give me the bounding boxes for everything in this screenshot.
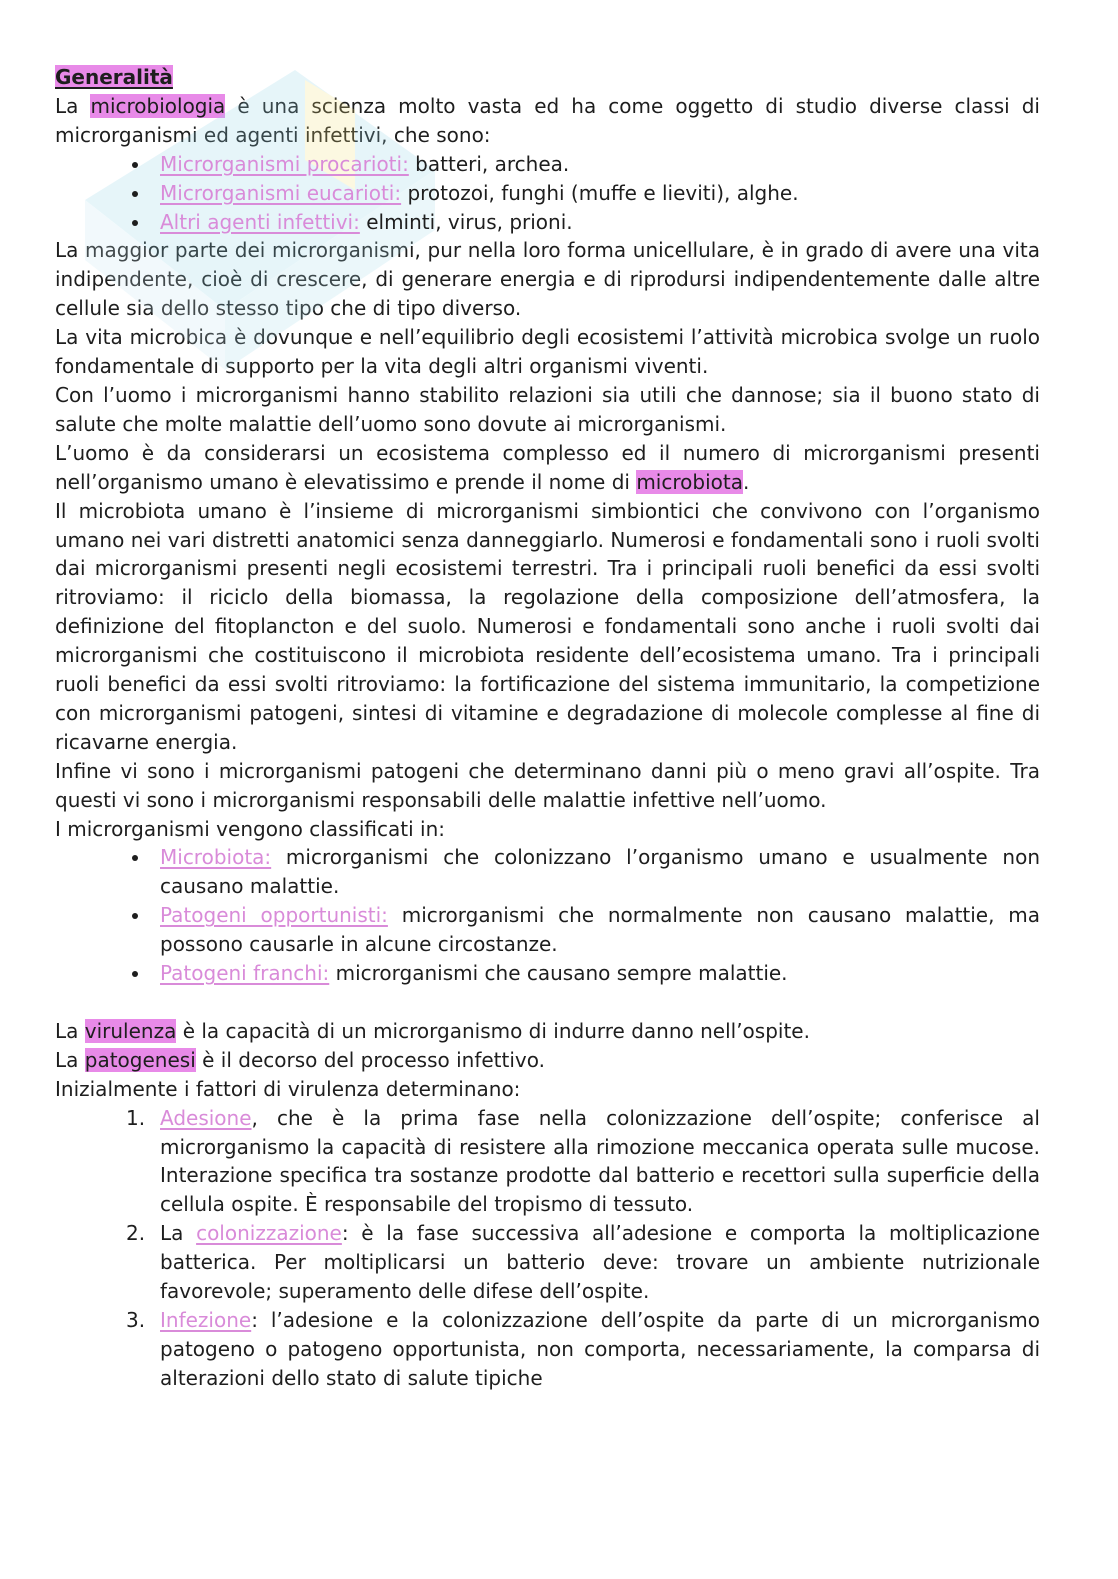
list-item: Patogeni opportunisti: microrganismi che normalmente non causano malattie, ma possono causarle in alcune circostanze. <box>55 901 1040 959</box>
types-list <box>55 150 1040 237</box>
list-item: Altri agenti infettivi: elminti, virus, prioni. <box>55 208 1040 237</box>
paragraph: La maggior parte dei microrganismi, pur nella loro forma unicellulare, è in grado di avere una vita indipendente, cioè di crescere, di generare energia e di riprodursi indipendentemente dalle altre cellule sia dello stesso tipo che di tipo diverso. <box>55 238 1040 321</box>
list-item: 2. La colonizzazione: è la fase successiva all’adesione e comporta la moltiplicazione batterica. Per moltiplicarsi un batterio deve: trovare un ambiente nutrizionale favorevole; superamento delle difese dell’ospite. <box>126 1221 1040 1304</box>
list-item: 1. Adesione, che è la prima fase nella colonizzazione dell’ospite; conferisce al microrganismo la capacità di resistere alla rimozione meccanica operata sulle mucose. Interazione specifica tra sostanze prodotte dal batterio e recettori sulla superficie della cellula ospite. È responsabile del tropismo di tessuto. <box>126 1105 1040 1217</box>
list-item: Patogeni franchi: microrganismi che causano sempre malattie. <box>55 959 1040 988</box>
list-item: 3. Infezione: l’adesione e la colonizzazione dell’ospite da parte di un microrganismo patogeno o patogeno opportunista, non comporta, necessariamente, la comparsa di alterazioni dello stato di salute tipiche <box>126 1307 1040 1390</box>
spacer <box>55 988 1040 1017</box>
classes-list <box>55 843 1040 988</box>
highlight-microbiota: microbiota <box>636 469 743 494</box>
paragraph: I microrganismi vengono classificati in: <box>55 816 445 841</box>
highlight-microbiologia: microbiologia <box>90 93 226 118</box>
highlight-virulenza: virulenza <box>84 1018 177 1043</box>
paragraph: La patogenesi è il decorso del processo infettivo. <box>55 1047 545 1072</box>
intro-paragraph: La microbiologia è una scienza molto vasta ed ha come oggetto di studio diverse classi di microrganismi ed agenti infettivi, che sono: <box>55 93 1040 147</box>
paragraph: La vita microbica è dovunque e nell’equilibrio degli ecosistemi l’attività microbica svolge un ruolo fondamentale di supporto per la vita degli altri organismi viventi. <box>55 325 1040 379</box>
list-item: Microrganismi eucarioti: protozoi, funghi (muffe e lieviti), alghe. <box>55 179 1040 208</box>
paragraph: La virulenza è la capacità di un microrganismo di indurre danno nell’ospite. <box>55 1018 810 1043</box>
paragraph: Infine vi sono i microrganismi patogeni che determinano danni più o meno gravi all’ospite. Tra questi vi sono i microrganismi responsabili delle malattie infettive nell’uomo. <box>55 758 1040 812</box>
list-item: Microrganismi procarioti: batteri, archea. <box>55 150 1040 179</box>
paragraph: Inizialmente i fattori di virulenza determinano: <box>55 1076 521 1101</box>
paragraph: Il microbiota umano è l’insieme di microrganismi simbiontici che convivono con l’organismo umano nei vari distretti anatomici senza danneggiarlo. Numerosi e fondamentali sono i ruoli svolti dai microrganismi presenti negli ecosistemi terrestri. Tra i principali ruoli benefici da essi svolti ritroviamo: il riciclo della biomassa, la regolazione della composizione dell’atmosfera, la definizione del fitoplancton e del suolo. Numerosi e fondamentali sono anche i ruoli svolti dai microrganismi che costituiscono il microbiota residente dell’ecosistema umano. Tra i principali ruoli benefici da essi svolti ritroviamo: la fortificazione del sistema immunitario, la competizione con microrganismi patogeni, sintesi di vitamine e degradazione di molecole complesse al fine di ricavarne energia. <box>55 498 1040 754</box>
list-item: Microbiota: microrganismi che colonizzano l’organismo umano e usualmente non causano malattie. <box>55 843 1040 901</box>
paragraph: L’uomo è da considerarsi un ecosistema complesso ed il numero di microrganismi presenti nell’organismo umano è elevatissimo e prende il nome di microbiota. <box>55 440 1040 494</box>
page-title: Generalità <box>55 65 173 89</box>
paragraph: Con l’uomo i microrganismi hanno stabilito relazioni sia utili che dannose; sia il buono stato di salute che molte malattie dell’uomo sono dovute ai microrganismi. <box>55 382 1040 436</box>
highlight-patogenesi: patogenesi <box>84 1047 196 1072</box>
factors-list <box>55 1104 1040 1393</box>
